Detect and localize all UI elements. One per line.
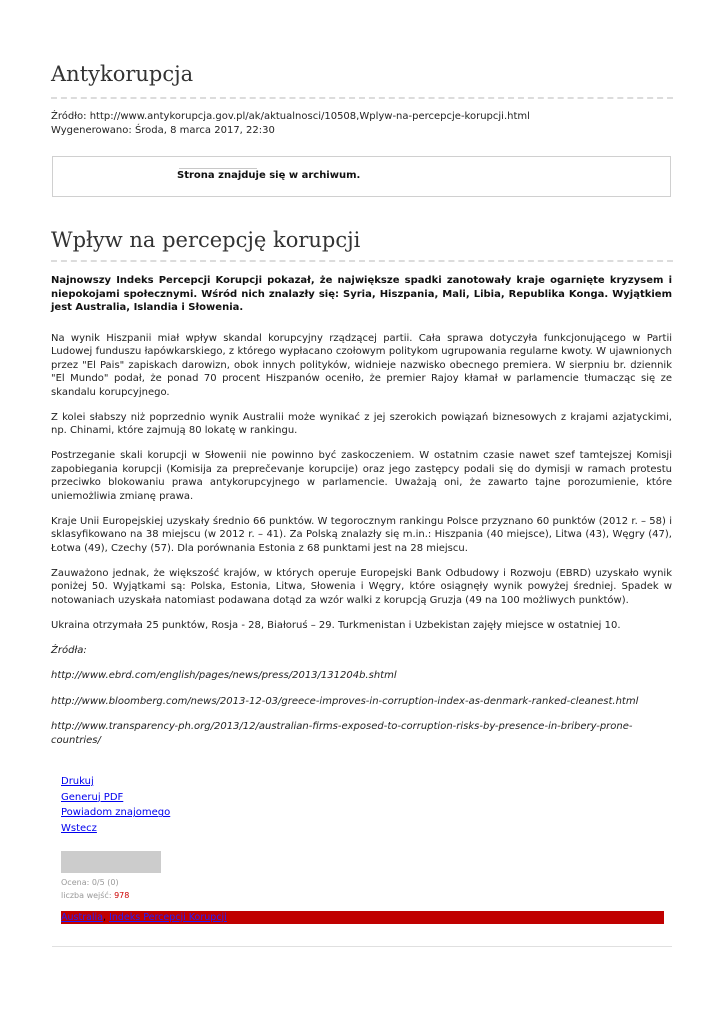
article-lead: Najnowszy Indeks Percepcji Korupcji pokazał, że największe spadki zanotowały kraje ogarnięte kryzysem i niepokojami społecznymi. Wśród nich znalazły się: Syria, Hiszpania, Mali, Libia, Republika Konga. Wyjątkiem jest Australia, Islandia i Słowenia.	[51, 275, 672, 313]
tag-separator: ,	[103, 912, 110, 923]
rating-widget[interactable]	[61, 851, 161, 873]
footer-divider	[52, 946, 672, 947]
archive-tab-line	[179, 168, 257, 169]
title-divider	[51, 97, 673, 99]
tag-link-cpi[interactable]: Indeks Percepcji Korupcji	[109, 912, 227, 923]
tags-bar	[61, 911, 664, 924]
document-meta	[51, 110, 530, 137]
article-paragraph: Z kolei słabszy niż poprzednio wynik Australii może wynikać z jej szerokich powiązań biznesowych z krajami azjatyckimi, np. Chinami, które zajmują 80 lokatę w rankingu.	[51, 411, 672, 436]
tag-link-australia[interactable]: Australia	[61, 912, 104, 923]
rating-label: Ocena: 0/5 (0)	[61, 878, 119, 887]
visits-line	[61, 889, 129, 902]
article-paragraph: Postrzeganie skali korupcji w Słowenii nie powinno być zaskoczeniem. W ostatnim czasie nawet szef tamtejszej Komisji zapobiegania korupcji (Komisija za preprečevanje korupcije) oraz jego zastępcy podali się do dymisji w ramach protestu przeciwko blokowaniu prawa antykorupcyjnego w parlamencie. Uważają oni, że zawarto tajne porozumienie, które uniemożliwia zmianę prawa.	[51, 450, 672, 502]
article-body	[51, 274, 672, 759]
source-url: http://www.ebrd.com/english/pages/news/press/2013/131204b.shtml	[51, 670, 397, 681]
article-paragraph: Kraje Unii Europejskiej uzyskały średnio 66 punktów. W tegorocznym rankingu Polsce przyznano 60 punktów (2012 r. – 58) i sklasyfikowano na 38 miejscu (w 2012 r. – 41). Za Polską znalazły się m.in.: Hiszpania (40 miejsce), Litwa (43), Węgry (47), Łotwa (49), Czechy (57). Dla porównania Estonia z 68 punktami jest na 28 miejscu.	[51, 515, 672, 554]
site-title: Antykorupcja	[51, 62, 194, 86]
rating-info	[61, 876, 129, 902]
source-url: http://www.transparency-ph.org/2013/12/australian-firms-exposed-to-corruption-risks-by-presence-in-bribery-prone-countries/	[51, 721, 633, 746]
source-url: http://www.bloomberg.com/news/2013-12-03/greece-improves-in-corruption-index-as-denmark-ranked-cleanest.html	[51, 695, 639, 707]
source-line: Źródło: http://www.antykorupcja.gov.pl/ak/aktualnosci/10508,Wplyw-na-percepcje-korupcji.html	[51, 111, 530, 122]
article-paragraph: Zauważono jednak, że większość krajów, w których operuje Europejski Bank Odbudowy i Rozwoju (EBRD) uzyskało wynik poniżej 50. Wyjątkami są: Polska, Estonia, Litwa, Słowenia i Węgry, które osiągnęły wynik powyżej średniej. Spadek w notowaniach uzyskała natomiast podawana dotąd za wzór walki z korupcją Gruzja (49 na 100 możliwych punktów).	[51, 567, 672, 606]
generated-line: Wygenerowano: Środa, 8 marca 2017, 22:30	[51, 124, 275, 136]
archive-notice-box	[52, 156, 671, 197]
archive-notice: Strona znajduje się w archiwum.	[177, 170, 361, 181]
article-paragraph: Ukraina otrzymała 25 punktów, Rosja - 28, Białoruś – 29. Turkmenistan i Uzbekistan zajęły miejsce w ostatniej 10.	[51, 619, 621, 631]
generate-pdf-link[interactable]: Generuj PDF	[61, 791, 124, 803]
article-title-divider	[51, 260, 673, 262]
article-paragraph: Na wynik Hiszpanii miał wpływ skandal korupcyjny rządzącej partii. Cała sprawa dotyczyła funkcjonującego w Partii Ludowej funduszu łapówkarskiego, z którego wypłacano czołowym politykom ugrupowania regularne kwoty. W ujawnionych przez "El Pais" zapiskach darowizn, obok innych polityków, widnieje nazwisko obecnego premiera. W sierpniu br. dziennik "El Mundo" podał, że ponad 70 procent Hiszpanów oceniło, że premier Rajoy kłamał w parlamencie tłumacząc się ze skandalu korupcyjnego.	[51, 332, 672, 398]
back-link[interactable]: Wstecz	[61, 823, 97, 835]
article-title: Wpływ na percepcję korupcji	[51, 228, 361, 252]
visits-label: liczba wejść:	[61, 891, 112, 900]
visits-count: 978	[114, 891, 130, 900]
article-actions	[61, 774, 170, 837]
sources-label: Źródła:	[51, 644, 87, 656]
notify-friend-link[interactable]: Powiadom znajomego	[61, 807, 171, 819]
print-link[interactable]: Drukuj	[61, 776, 94, 787]
